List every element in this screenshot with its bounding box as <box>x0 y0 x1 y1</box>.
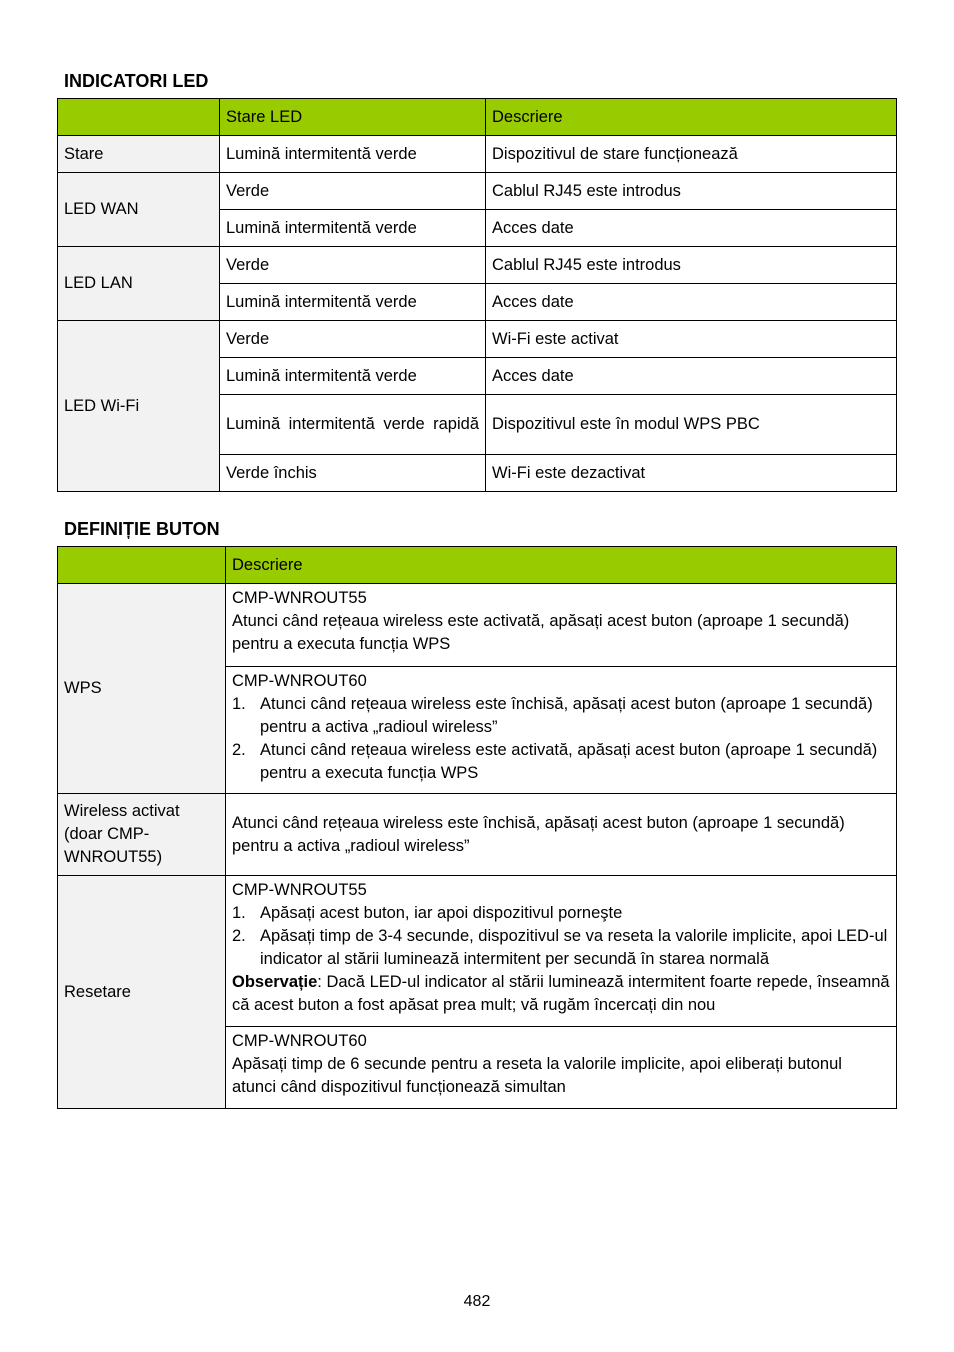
button-table-header <box>58 547 897 584</box>
table-row <box>58 321 897 358</box>
table-row <box>58 136 897 173</box>
led-state: Verde <box>220 247 486 284</box>
note-text: : Dacă LED-ul indicator al stării luminează intermitent foarte repede, înseamnă că acest buton a fost apăsat prea mult; vă rugăm încercați din nou <box>232 973 890 1014</box>
table-row <box>58 794 897 876</box>
led-label-wan: LED WAN <box>58 173 220 247</box>
reset-note <box>232 971 890 1017</box>
led-description: Cablul RJ45 este introdus <box>486 247 897 284</box>
led-state: Lumină intermitentă verde <box>220 210 486 247</box>
model-name: CMP-WNROUT60 <box>232 1032 367 1050</box>
reset-model1-list <box>232 902 890 971</box>
list-item: 2. Apăsați timp de 3-4 secunde, dispozitivul se va reseta la valorile implicite, apoi LED-ul indicator al stării luminează intermitent per secundă în starea normală <box>232 927 888 968</box>
led-state: Lumină intermitentă verde rapidă <box>220 395 486 455</box>
led-table <box>57 98 897 492</box>
wps-model2-list <box>232 693 890 785</box>
page-number: 482 <box>463 1293 491 1310</box>
model-name: CMP-WNROUT55 <box>232 881 367 899</box>
led-description: Acces date <box>486 210 897 247</box>
wireless-description: Atunci când rețeaua wireless este închisă, apăsați acest buton (aproape 1 secundă) pentru a activa „radioul wireless” <box>226 794 897 876</box>
table-row <box>58 173 897 210</box>
led-state: Lumină intermitentă verde <box>220 358 486 395</box>
led-state: Lumină intermitentă verde <box>220 284 486 321</box>
list-item: 2. Atunci când rețeaua wireless este activată, apăsați acest buton (aproape 1 secundă) pentru a executa funcția WPS <box>232 741 878 782</box>
reset-model2-cell <box>226 1027 897 1109</box>
led-description: Wi-Fi este dezactivat <box>486 455 897 492</box>
button-section-title: DEFINIȚIE BUTON <box>64 519 220 539</box>
note-label: Observație <box>232 973 318 991</box>
led-description: Dispozitivul este în modul WPS PBC <box>486 395 897 455</box>
header-cell-empty <box>58 99 220 136</box>
table-row <box>58 876 897 1027</box>
led-section-title: INDICATORI LED <box>64 71 209 91</box>
button-table <box>57 546 897 1109</box>
header-cell-state: Stare LED <box>220 99 486 136</box>
button-label-wireless: Wireless activat (doar CMP-WNROUT55) <box>58 794 226 876</box>
led-label-lan: LED LAN <box>58 247 220 321</box>
led-label-stare: Stare <box>58 136 220 173</box>
wps-model1-cell <box>226 584 897 667</box>
button-label-wps: WPS <box>58 584 226 794</box>
led-description: Wi-Fi este activat <box>486 321 897 358</box>
led-description: Dispozitivul de stare funcționează <box>486 136 897 173</box>
led-label-wifi: LED Wi-Fi <box>58 321 220 492</box>
led-description: Cablul RJ45 este introdus <box>486 173 897 210</box>
button-label-reset: Resetare <box>58 876 226 1109</box>
reset-model1-cell <box>226 876 897 1027</box>
table-row <box>58 584 897 667</box>
table-row <box>58 247 897 284</box>
led-state: Verde <box>220 321 486 358</box>
header-cell-description: Descriere <box>486 99 897 136</box>
header-cell-description: Descriere <box>226 547 897 584</box>
list-item: 1. Atunci când rețeaua wireless este închisă, apăsați acest buton (aproape 1 secundă) pentru a activa „radioul wireless” <box>232 695 873 736</box>
led-state: Lumină intermitentă verde <box>220 136 486 173</box>
led-description: Acces date <box>486 284 897 321</box>
led-description: Acces date <box>486 358 897 395</box>
led-state: Verde închis <box>220 455 486 492</box>
wps-model1-text: Atunci când rețeaua wireless este activată, apăsați acest buton (aproape 1 secundă) pentru a executa funcția WPS <box>232 612 850 653</box>
wps-model2-cell <box>226 667 897 794</box>
led-table-header <box>58 99 897 136</box>
model-name: CMP-WNROUT55 <box>232 589 367 607</box>
list-item: 1. Apăsați acest buton, iar apoi dispozitivul porneşte <box>232 904 623 922</box>
header-cell-empty <box>58 547 226 584</box>
led-state: Verde <box>220 173 486 210</box>
model-name: CMP-WNROUT60 <box>232 672 367 690</box>
reset-model2-text: Apăsați timp de 6 secunde pentru a reseta la valorile implicite, apoi eliberați butonul atunci când dispozitivul funcționează simultan <box>232 1055 842 1096</box>
